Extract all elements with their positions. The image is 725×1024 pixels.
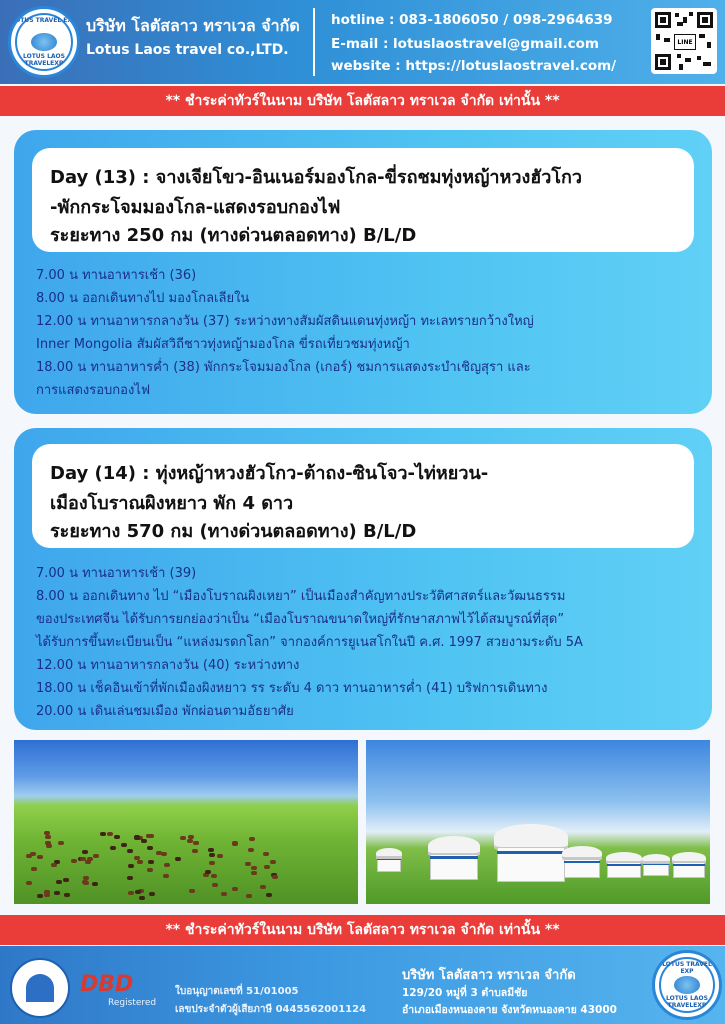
- itinerary-line: 7.00 น ทานอาหารเช้า (39): [36, 566, 197, 581]
- horse-figure: [107, 832, 113, 836]
- horse-figure: [266, 893, 272, 897]
- horse-figure: [54, 891, 60, 895]
- horse-figure: [203, 873, 209, 877]
- itinerary-line: 8.00 น ออกเดินทาง ไป “เมืองโบราณผิงเหยา” เป็นเมืองสำคัญทางประวัติศาสตร์และวัฒนธรรม: [36, 589, 566, 604]
- itinerary-line: 18.00 น ทานอาหารค่ำ (38) พักกระโจมมองโกล (เกอร์) ชมการแสดงระบำเชิญสุรา และ: [36, 360, 531, 375]
- horse-figure: [141, 839, 147, 843]
- day-14-title-line: Day (14) : ทุ่งหญ้าหวงฮัวโกว-ต้าถง-ซินโจว-ไท่หยวน-: [50, 463, 489, 484]
- horse-figure: [44, 893, 50, 897]
- horse-figure: [100, 832, 106, 836]
- horse-figure: [148, 860, 154, 864]
- horse-figure: [211, 874, 217, 878]
- horse-figure: [51, 863, 57, 867]
- horse-figure: [135, 890, 141, 894]
- license-number: ใบอนุญาตเลขที่ 51/01005: [175, 986, 299, 997]
- itinerary-line: ของประเทศจีน ได้รับการยกย่องว่าเป็น “เมืองโบราณขนาดใหญ่ที่รักษาสภาพไว้ได้สมบูรณ์ที่สุด”: [36, 612, 565, 627]
- horse-figure: [209, 861, 215, 865]
- horse-figure: [260, 885, 266, 889]
- horse-figure: [264, 865, 270, 869]
- horse-figure: [46, 844, 52, 848]
- itinerary-line: การแสดงรอบกองไฟ: [36, 383, 151, 398]
- footer-address-line-1: 129/20 หมู่ที่ 3 ตำบลมีชัย: [402, 987, 528, 999]
- itinerary-line: 12.00 น ทานอาหารกลางวัน (37) ระหว่างทางสัมผัสดินแดนทุ่งหญ้า ทะเลทรายกว้างใหญ่: [36, 314, 534, 329]
- horse-figure: [56, 880, 62, 884]
- day-14-distance: ระยะทาง 570 กม (ทางด่วนตลอดทาง) B/L/D: [50, 521, 417, 542]
- header-bar: [0, 0, 725, 84]
- horse-figure: [175, 857, 181, 861]
- horse-figure: [31, 867, 37, 871]
- horse-figure: [26, 881, 32, 885]
- horse-figure: [71, 859, 77, 863]
- day-14-title-line: เมืองโบราณผิงหยาว พัก 4 ดาว: [50, 493, 294, 514]
- day-13-distance: ระยะทาง 250 กม (ทางด่วนตลอดทาง) B/L/D: [50, 225, 417, 246]
- horse-figure: [249, 837, 255, 841]
- itinerary-line: 12.00 น ทานอาหารกลางวัน (40) ระหว่างทาง: [36, 658, 300, 673]
- horse-figure: [263, 852, 269, 856]
- itinerary-line: 8.00 น ออกเดินทางไป มองโกลเลียใน: [36, 291, 250, 306]
- horse-figure: [208, 848, 214, 852]
- horse-figure: [147, 868, 153, 872]
- company-logo-footer: LOTUS TRAVEL EXP LOTUS LAOS TRAVELEXP: [652, 950, 722, 1020]
- horse-figure: [205, 870, 211, 874]
- horse-figure: [93, 854, 99, 858]
- horse-figure: [63, 878, 69, 882]
- horse-figure: [37, 894, 43, 898]
- horse-figure: [26, 854, 32, 858]
- horse-figure: [114, 835, 120, 839]
- horse-figure: [246, 894, 252, 898]
- horse-figure: [134, 856, 140, 860]
- horse-figure: [139, 896, 145, 900]
- tax-id: เลขประจำตัวผู้เสียภาษี 0445562001124: [175, 1004, 367, 1015]
- footer-address-line-2: อำเภอเมืองหนองคาย จังหวัดหนองคาย 43000: [402, 1004, 617, 1016]
- horse-figure: [110, 846, 116, 850]
- company-name-th: บริษัท โลตัสลาว ทราเวล จำกัด: [86, 16, 300, 35]
- company-logo: LOTUS TRAVEL EXP LOTUS LAOS TRAVELEXP: [8, 6, 80, 78]
- horse-figure: [217, 854, 223, 858]
- horse-figure: [64, 893, 70, 897]
- horse-figure: [37, 855, 43, 859]
- horse-figure: [248, 848, 254, 852]
- horse-figure: [164, 863, 170, 867]
- day-14-title-box: [32, 444, 694, 548]
- day-14-panel: [14, 428, 712, 730]
- horse-figure: [212, 883, 218, 887]
- horse-figure: [232, 887, 238, 891]
- payment-banner-bottom: ** ชำระค่าทัวร์ในนาม บริษัท โลตัสลาว ทราเวล จำกัด เท่านั้น **: [0, 915, 725, 945]
- horse-figure: [127, 849, 133, 853]
- horse-figure: [163, 874, 169, 878]
- day-13-title-line: -พักกระโจมมองโกล-แสดงรอบกองไฟ: [50, 197, 341, 218]
- horse-figure: [82, 850, 88, 854]
- horse-figure: [45, 835, 51, 839]
- horse-figure: [92, 882, 98, 886]
- company-name-en: Lotus Laos travel co.,LTD.: [86, 42, 289, 58]
- mongolian-yurts-photo: [366, 740, 710, 904]
- email-text[interactable]: E-mail : lotuslaostravel@gmail.com: [331, 36, 599, 52]
- horse-figure: [146, 834, 152, 838]
- horse-figure: [221, 892, 227, 896]
- day-13-title-line: Day (13) : จางเจียโขว-อินเนอร์มองโกล-ขี่รถชมทุ่งหญ้าหวงฮัวโกว: [50, 167, 583, 188]
- itinerary-line: ได้รับการขึ้นทะเบียนเป็น “แหล่งมรดกโลก” จากองค์การยูเนสโกในปี ค.ศ. 1997 สวยงามระดับ 5A: [36, 635, 583, 650]
- horse-figure: [270, 860, 276, 864]
- tourism-authority-logo: [10, 958, 70, 1018]
- horse-figure: [137, 860, 143, 864]
- website-link[interactable]: website : https://lotuslaostravel.com/: [331, 58, 617, 74]
- horse-figure: [251, 871, 257, 875]
- grassland-horses-photo: [14, 740, 358, 904]
- horse-figure: [245, 862, 251, 866]
- dbd-registered-label: Registered: [108, 998, 157, 1008]
- day-13-panel: [14, 130, 712, 414]
- dbd-logo: DBD: [80, 972, 134, 997]
- horse-figure: [189, 889, 195, 893]
- horse-figure: [147, 846, 153, 850]
- itinerary-line: 18.00 น เช็คอินเข้าที่พักเมืองผิงหยาว รร ระดับ 4 ดาว ทานอาหารค่ำ (41) บริฟการเดินทาง: [36, 681, 548, 696]
- header-divider: [313, 8, 315, 76]
- horse-figure: [128, 891, 134, 895]
- horse-figure: [58, 841, 64, 845]
- horse-figure: [80, 857, 86, 861]
- horse-figure: [272, 875, 278, 879]
- itinerary-line: 7.00 น ทานอาหารเช้า (36): [36, 268, 197, 283]
- horse-figure: [121, 843, 127, 847]
- horse-figure: [149, 892, 155, 896]
- day-13-title-box: [32, 148, 694, 252]
- horse-figure: [193, 841, 199, 845]
- horse-figure: [251, 866, 257, 870]
- footer-company-name: บริษัท โลตัสลาว ทราเวล จำกัด: [402, 968, 576, 983]
- line-qr-code-icon[interactable]: LINE: [651, 8, 717, 74]
- hotline-text: hotline : 083-1806050 / 098-2964639: [331, 12, 613, 28]
- horse-figure: [83, 876, 89, 880]
- horse-figure: [209, 853, 215, 857]
- payment-banner-top: ** ชำระค่าทัวร์ในนาม บริษัท โลตัสลาว ทราเวล จำกัด เท่านั้น **: [0, 86, 725, 116]
- itinerary-line: Inner Mongolia สัมผัสวิถีชาวทุ่งหญ้ามองโกล ขี่รถเที่ยวชมทุ่งหญ้า: [36, 337, 410, 352]
- horse-figure: [192, 849, 198, 853]
- horse-figure: [128, 864, 134, 868]
- horse-figure: [134, 835, 140, 839]
- horse-figure: [127, 876, 133, 880]
- horse-figure: [87, 857, 93, 861]
- horse-figure: [232, 842, 238, 846]
- itinerary-line: 20.00 น เดินเล่นชมเมือง พักผ่อนตามอัธยาศัย: [36, 704, 294, 719]
- horse-figure: [180, 836, 186, 840]
